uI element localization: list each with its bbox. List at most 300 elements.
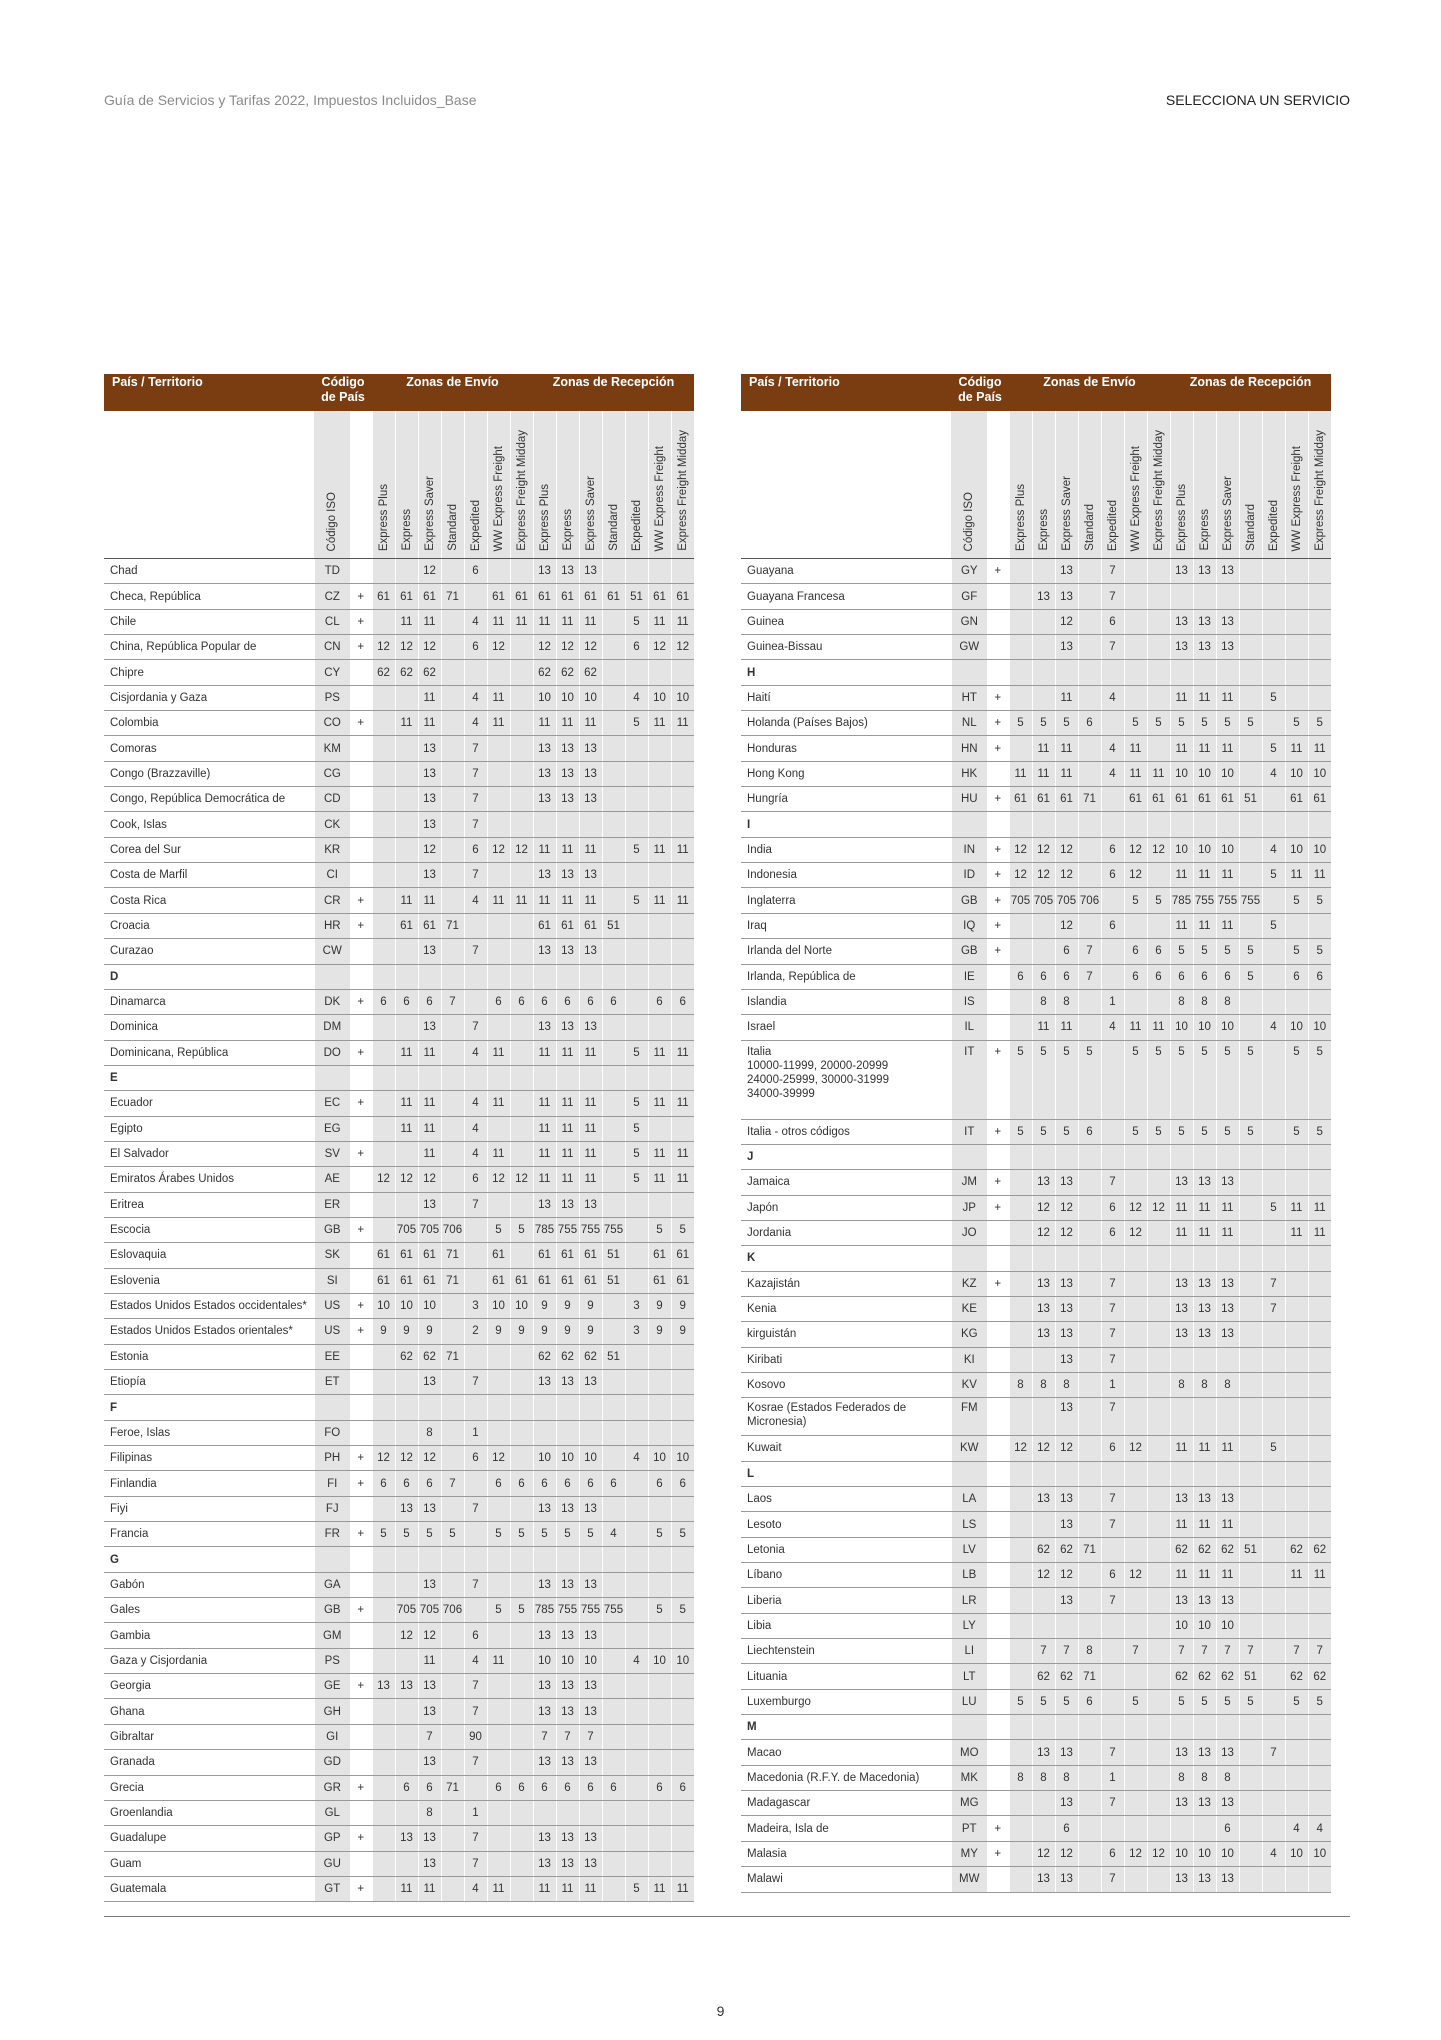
recepcion-zone [579,812,602,837]
envio-zone: 12 [372,635,395,660]
envio-zone [1078,1512,1101,1537]
envio-zone: 6 [395,989,418,1014]
recepcion-zone: 11 [648,711,671,736]
iso-code: KM [314,736,350,761]
recepcion-zone: 4 [625,1446,648,1471]
recepcion-zone: 10 [671,685,694,710]
recepcion-zone [1262,989,1285,1014]
recepcion-zone: 13 [1170,559,1193,584]
envio-zone [1147,989,1170,1014]
envio-zone: 12 [510,837,533,862]
table-row [104,711,694,736]
envio-zone [1124,1170,1147,1195]
header-recepcion-5 [1285,411,1308,559]
recepcion-zone [625,939,648,964]
recepcion-zone: 11 [533,711,556,736]
recepcion-zone: 755 [556,1217,579,1242]
recepcion-zone: 10 [648,1648,671,1673]
recepcion-zone: 61 [1216,787,1239,812]
table-row [104,812,694,837]
recepcion-zone [1262,1322,1285,1347]
envio-zone: 6 [464,1446,487,1471]
recepcion-zone [1239,559,1262,584]
envio-zone: 8 [1032,1372,1055,1397]
recepcion-zone [1239,1322,1262,1347]
country-name: Guayana Francesa [741,584,951,609]
envio-zone [487,1623,510,1648]
envio-zone [1009,1220,1032,1245]
envio-zone: 11 [395,609,418,634]
plus-mark [350,1572,372,1597]
envio-zone: 705 [1009,888,1032,913]
table-row [104,1623,694,1648]
envio-zone [1101,1119,1124,1144]
recepcion-zone [1308,1715,1331,1740]
plus-mark: + [350,609,372,634]
envio-zone: 13 [418,736,441,761]
envio-zone [1032,1613,1055,1638]
recepcion-zone [1262,1664,1285,1689]
recepcion-zone [1262,964,1285,989]
envio-zone: 61 [395,1268,418,1293]
envio-zone [441,1015,464,1040]
envio-zone [1009,584,1032,609]
recepcion-zone [1216,660,1239,685]
recepcion-zone [648,1724,671,1749]
plus-mark: + [350,989,372,1014]
recepcion-zone: 785 [1170,888,1193,913]
recepcion-zone [1193,1461,1216,1486]
envio-zone: 13 [1055,1740,1078,1765]
envio-zone: 12 [1009,863,1032,888]
recepcion-zone [648,761,671,786]
envio-zone [510,1015,533,1040]
recepcion-zone [1308,1791,1331,1816]
iso-code: CD [314,787,350,812]
envio-zone [372,1598,395,1623]
recepcion-zone [602,1851,625,1876]
header-zonas-recepcion: Zonas de Recepción [1170,374,1331,411]
recepcion-zone [1308,1296,1331,1321]
recepcion-zone [671,863,694,888]
recepcion-zone: 11 [556,1116,579,1141]
table-row [741,1040,1331,1119]
country-name: Chad [104,559,314,584]
envio-zone [1124,1512,1147,1537]
recepcion-zone [1262,939,1285,964]
recepcion-zone: 62 [556,660,579,685]
envio-zone: 9 [487,1319,510,1344]
iso-code: CO [314,711,350,736]
header-envio-3 [441,411,464,559]
envio-zone [487,939,510,964]
iso-code: IQ [951,913,987,938]
recepcion-zone: 5 [1308,888,1331,913]
iso-code: NL [951,711,987,736]
recepcion-zone [1262,1765,1285,1790]
recepcion-zone: 10 [1193,837,1216,862]
recepcion-zone [602,559,625,584]
country-name: Haití [741,685,951,710]
iso-code: CG [314,761,350,786]
recepcion-zone [625,1724,648,1749]
envio-zone [372,1699,395,1724]
envio-zone: 12 [1055,1563,1078,1588]
recepcion-zone: 61 [648,1268,671,1293]
country-name: H [741,660,951,685]
envio-zone: 6 [418,1775,441,1800]
envio-zone: 5 [1032,1119,1055,1144]
country-name: Israel [741,1015,951,1040]
envio-zone [1147,1512,1170,1537]
recepcion-zone [1308,1246,1331,1271]
service-label: WW Express Freight [1290,445,1303,551]
recepcion-zone: 13 [1170,1170,1193,1195]
recepcion-zone [671,939,694,964]
envio-zone: 6 [487,1775,510,1800]
envio-zone [441,609,464,634]
envio-zone [1124,1398,1147,1436]
envio-zone [1101,1537,1124,1562]
service-label: Expedited [469,499,482,551]
recepcion-zone: 13 [1193,1170,1216,1195]
envio-zone: 11 [1055,685,1078,710]
envio-zone: 5 [1055,711,1078,736]
envio-zone: 62 [395,1344,418,1369]
envio-zone: 7 [464,939,487,964]
recepcion-zone: 13 [1193,1296,1216,1321]
recepcion-zone [1308,812,1331,837]
table-row [741,711,1331,736]
envio-zone [1078,1398,1101,1436]
recepcion-zone [1239,635,1262,660]
envio-zone [1124,1271,1147,1296]
envio-zone: 12 [1032,1563,1055,1588]
table-row [104,1775,694,1800]
envio-zone [487,964,510,989]
iso-code: SI [314,1268,350,1293]
envio-zone [418,1395,441,1420]
recepcion-zone: 13 [533,1192,556,1217]
recepcion-zone: 13 [1193,609,1216,634]
envio-zone: 4 [1101,685,1124,710]
envio-zone: 12 [1124,1563,1147,1588]
envio-zone [510,685,533,710]
recepcion-zone: 13 [579,1826,602,1851]
envio-zone: 12 [1124,863,1147,888]
envio-zone [510,1040,533,1065]
table-row [104,837,694,862]
envio-zone [1009,812,1032,837]
envio-zone: 1 [1101,989,1124,1014]
iso-code: AE [314,1167,350,1192]
header-plus-col [987,411,1009,559]
envio-zone [464,913,487,938]
envio-zone [487,1344,510,1369]
envio-zone [372,1091,395,1116]
service-label: Express [561,509,574,551]
table-row [741,1791,1331,1816]
envio-zone [1147,1664,1170,1689]
recepcion-zone: 3 [625,1293,648,1318]
recepcion-zone [1239,1613,1262,1638]
recepcion-zone [533,964,556,989]
recepcion-zone [648,1851,671,1876]
country-name: L [741,1461,951,1486]
country-name: Cook, Islas [104,812,314,837]
recepcion-zone: 11 [1193,1195,1216,1220]
envio-zone: 5 [1147,1040,1170,1119]
table-row [104,1344,694,1369]
recepcion-zone [556,1395,579,1420]
recepcion-zone [625,1344,648,1369]
header-recepcion-0 [1170,411,1193,559]
recepcion-zone: 13 [579,1750,602,1775]
envio-zone [1147,559,1170,584]
recepcion-zone: 13 [579,1699,602,1724]
table-row [104,1851,694,1876]
table-row [741,1816,1331,1841]
recepcion-zone: 11 [1193,913,1216,938]
service-label: Standard [607,504,620,551]
envio-zone [1124,609,1147,634]
recepcion-zone [1239,1841,1262,1866]
envio-zone: 11 [1055,1015,1078,1040]
envio-zone: 11 [487,609,510,634]
envio-zone: 7 [1101,1322,1124,1347]
envio-zone [1009,1715,1032,1740]
envio-zone: 62 [1032,1664,1055,1689]
envio-zone [372,736,395,761]
recepcion-zone: 9 [671,1319,694,1344]
recepcion-zone [671,1800,694,1825]
envio-zone: 7 [1101,1588,1124,1613]
envio-zone [1078,609,1101,634]
document-title: Guía de Servicios y Tarifas 2022, Impuestos Incluidos_Base [104,92,477,108]
recepcion-zone [1308,609,1331,634]
recepcion-zone: 10 [533,1446,556,1471]
recepcion-zone: 6 [602,1775,625,1800]
envio-zone [1078,1372,1101,1397]
envio-zone [1078,1144,1101,1169]
envio-zone [1009,1613,1032,1638]
envio-zone: 7 [464,1826,487,1851]
envio-zone: 11 [487,1091,510,1116]
recepcion-zone: 4 [1262,1841,1285,1866]
plus-mark [987,1867,1009,1892]
envio-zone [441,711,464,736]
envio-zone [372,1547,395,1572]
plus-mark [987,1791,1009,1816]
iso-code: DM [314,1015,350,1040]
envio-zone [1032,1791,1055,1816]
header-envio-6 [510,411,533,559]
envio-zone: 8 [1078,1639,1101,1664]
envio-zone: 705 [418,1598,441,1623]
iso-code: ID [951,863,987,888]
recepcion-zone: 11 [1193,1512,1216,1537]
recepcion-zone: 755 [1193,888,1216,913]
envio-zone [1009,1015,1032,1040]
envio-zone [510,635,533,660]
recepcion-zone [1262,1220,1285,1245]
recepcion-zone [1308,635,1331,660]
header-codigo-iso: Código ISO [326,491,338,551]
envio-zone [372,1040,395,1065]
country-name: Congo (Brazzaville) [104,761,314,786]
recepcion-zone: 5 [1239,1119,1262,1144]
recepcion-zone: 11 [1308,1563,1331,1588]
recepcion-zone: 13 [1216,1170,1239,1195]
envio-zone [1009,660,1032,685]
recepcion-zone: 11 [648,1141,671,1166]
recepcion-zone [1262,1040,1285,1119]
recepcion-zone [602,1800,625,1825]
table-row [741,1372,1331,1397]
plus-mark [987,1613,1009,1638]
envio-zone [1009,1512,1032,1537]
envio-zone [1078,1613,1101,1638]
envio-zone [1078,1296,1101,1321]
country-name: Colombia [104,711,314,736]
envio-zone: 7 [464,1750,487,1775]
recepcion-zone [1262,1639,1285,1664]
recepcion-zone: 11 [671,888,694,913]
envio-zone: 12 [1009,837,1032,862]
envio-zone: 11 [1055,761,1078,786]
envio-zone [372,1851,395,1876]
table-row [104,1065,694,1090]
plus-mark [987,660,1009,685]
envio-zone: 7 [441,1471,464,1496]
recepcion-zone [625,1015,648,1040]
recepcion-zone [648,1572,671,1597]
iso-code: GD [314,1750,350,1775]
country-name: Emiratos Árabes Unidos [104,1167,314,1192]
envio-zone [395,1420,418,1445]
envio-zone [1124,584,1147,609]
recepcion-zone [1262,787,1285,812]
recepcion-zone: 5 [1285,939,1308,964]
recepcion-zone: 7 [533,1724,556,1749]
header-envio-2 [1055,411,1078,559]
envio-zone: 71 [441,913,464,938]
envio-zone [395,1065,418,1090]
recepcion-zone: 10 [1170,1015,1193,1040]
recepcion-zone [1262,711,1285,736]
plus-mark: + [350,1876,372,1901]
recepcion-zone: 11 [671,837,694,862]
recepcion-zone: 13 [1216,1322,1239,1347]
select-service-link[interactable]: SELECCIONA UN SERVICIO [1165,92,1350,108]
recepcion-zone [602,1370,625,1395]
recepcion-zone [533,1547,556,1572]
envio-zone: 61 [1147,787,1170,812]
iso-code: CW [314,939,350,964]
envio-zone [487,761,510,786]
recepcion-zone: 5 [671,1598,694,1623]
envio-zone [441,1192,464,1217]
envio-zone [1009,1144,1032,1169]
recepcion-zone [602,1826,625,1851]
envio-zone: 5 [1147,711,1170,736]
recepcion-zone: 6 [1216,964,1239,989]
envio-zone: 705 [395,1217,418,1242]
envio-zone [1078,1322,1101,1347]
country-name: Checa, República [104,584,314,609]
recepcion-zone: 5 [1262,913,1285,938]
recepcion-zone: 11 [1170,1195,1193,1220]
iso-code: EG [314,1116,350,1141]
envio-zone [1147,1563,1170,1588]
envio-zone: 12 [418,635,441,660]
iso-code: LR [951,1588,987,1613]
iso-code [951,660,987,685]
envio-zone: 5 [1055,1119,1078,1144]
recepcion-zone: 5 [1308,939,1331,964]
envio-zone [1124,1765,1147,1790]
envio-zone: 8 [1009,1372,1032,1397]
recepcion-zone [602,1496,625,1521]
plus-mark: + [987,736,1009,761]
envio-zone: 13 [1055,1398,1078,1436]
recepcion-zone: 13 [533,761,556,786]
envio-zone [1101,1689,1124,1714]
iso-code: IL [951,1015,987,1040]
recepcion-zone: 11 [648,837,671,862]
recepcion-zone: 61 [602,584,625,609]
recepcion-zone [1262,1144,1285,1169]
envio-zone [1124,1816,1147,1841]
envio-zone [1124,913,1147,938]
envio-zone [395,761,418,786]
table-row [741,989,1331,1014]
envio-zone [464,1471,487,1496]
recepcion-zone: 7 [1170,1639,1193,1664]
envio-zone: 61 [418,1243,441,1268]
recepcion-zone [625,1623,648,1648]
recepcion-zone: 5 [1262,1436,1285,1461]
envio-zone: 12 [1124,1436,1147,1461]
envio-zone [464,964,487,989]
table-row [104,964,694,989]
envio-zone: 13 [1032,1296,1055,1321]
recepcion-zone: 11 [1216,685,1239,710]
plus-mark [987,1461,1009,1486]
envio-zone [1147,1791,1170,1816]
recepcion-zone [602,761,625,786]
service-label: Standard [446,504,459,551]
envio-zone: 13 [1032,1487,1055,1512]
envio-zone [395,1370,418,1395]
iso-code: TD [314,559,350,584]
recepcion-zone [1285,1296,1308,1321]
envio-zone [1078,1563,1101,1588]
recepcion-zone: 8 [1193,1372,1216,1397]
country-name: Letonia [741,1537,951,1562]
table-row [104,1674,694,1699]
recepcion-zone: 13 [579,939,602,964]
envio-zone: 61 [1055,787,1078,812]
recepcion-zone [625,736,648,761]
envio-zone: 11 [418,888,441,913]
envio-zone [1078,635,1101,660]
recepcion-zone: 11 [671,1876,694,1901]
envio-zone [510,1446,533,1471]
recepcion-zone [625,761,648,786]
recepcion-zone: 10 [1308,1841,1331,1866]
recepcion-zone [1285,1765,1308,1790]
